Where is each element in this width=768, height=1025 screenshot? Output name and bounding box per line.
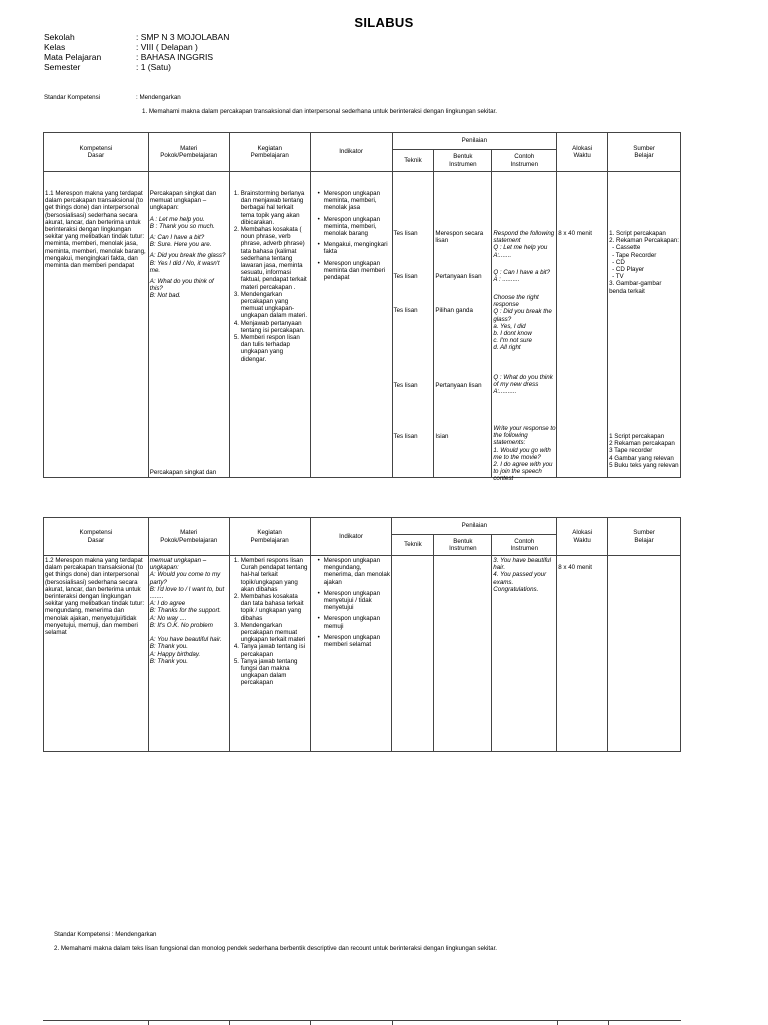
header-alokasi: Alokasi Waktu xyxy=(557,518,608,556)
header-kegiatan: Kegiatan Pembelajaran xyxy=(229,133,310,172)
teknik-item: Tes lisan xyxy=(393,307,418,314)
header-sumber: Sumber Belajar xyxy=(608,133,681,172)
contoh-item: Respond the following statement Q : Let me help you A:....... xyxy=(493,230,555,259)
sumber-item: - Cassette xyxy=(612,244,641,252)
kd-cell xyxy=(44,172,149,478)
col-divider xyxy=(392,1021,393,1025)
contoh-text: 3. You have beautiful hair. 4. You passed your exams. Congratulations. xyxy=(493,557,551,593)
syllabus-table-1 xyxy=(43,132,681,483)
contoh-item: Write your response to the following statements: 1. Would you go with me to the movie? 2. I do agree with you to join the speech contest xyxy=(493,425,556,483)
materi-intro: Percakapan singkat dan memuat ungkapan – ungkapan: xyxy=(149,190,217,212)
col-divider xyxy=(608,1021,609,1025)
header-sumber: Sumber Belajar xyxy=(608,518,681,556)
materi-item: A: Did you break the glass? B: Yes I did / No, it wasn't me. xyxy=(149,252,226,274)
bentuk-item: Isian xyxy=(435,433,449,440)
meta-label: Semester xyxy=(44,62,81,72)
teknik-item: Tes lisan xyxy=(393,382,418,389)
kd-text: 1.1 Merespon makna yang terdapat dalam percakapan transaksional (to get things done) dan interpersonal (bersosialisasi) sederhana secara akurat, lancar, dan berterima untuk berinteraksi dengan lingkungan sekitar yang melibatkan tindak tutur: meminta, memberi, menolak jasa, meminta, memberi, menolak barang, mengakui, mengingkari fakta, dan meminta dan memberi pendapat xyxy=(45,190,146,270)
sumber-item: - CD xyxy=(612,258,625,266)
col-divider xyxy=(229,1021,230,1025)
meta-value: : BAHASA INGGRIS xyxy=(136,52,213,62)
teknik-item: Tes lisan xyxy=(393,433,418,440)
contoh-cell xyxy=(492,556,557,752)
kegiatan-item: 3. Mendengarkan percakapan yang memuat ungkapan-ungkapan dalam materi. xyxy=(241,291,309,320)
sumber-item: - TV xyxy=(612,273,624,281)
indikator-item: • Merespon ungkapan memuji xyxy=(324,615,391,629)
teknik-item: Tes lisan xyxy=(393,273,418,280)
col-divider xyxy=(557,1021,558,1025)
materi-text: memuat ungkapan – ungkapan: A: Would you come to my party? B: I'd love to / I want to, but ........ A: I do agree B: Thanks for the support. A: No way .... B: It's O.K. No problem A: You have beautiful hair. B: Thank you. A: Happy birthday. B: Thank you. xyxy=(149,557,225,665)
indikator-item: • Merespon ungkapan memberi selamat xyxy=(324,634,391,648)
kegiatan-item: 5. Memberi respon lisan dan tulis terhadap ungkapan yang didengar. xyxy=(241,334,309,363)
alokasi-cell xyxy=(557,172,608,478)
meta-label: Kelas xyxy=(44,42,66,52)
meta-labels xyxy=(44,32,101,72)
header-penilaian: Penilaian xyxy=(392,518,557,535)
kegiatan-item: 3. Mendengarkan percakapan memuat ungkapan terkait materi xyxy=(241,622,309,644)
kd-text: 1.2 Merespon makna yang terdapat dalam percakapan transaksional (to get things done) dan interpersonal (bersosialisasi) sederhana secara akurat, lancar, dan berterima untuk berinteraksi dengan lingkungan sekitar yang melibatkan tindak tutur: mengundang, menerima dan menolak ajakan, menyetujui/tidak menyetujui, memuji, dan memberi selamat xyxy=(45,557,145,637)
standar2-label: Standar Kompetensi : Mendengarkan xyxy=(54,931,157,938)
header-bentuk: Bentuk Instrumen xyxy=(434,535,492,556)
kegiatan-item: 4. Menjawab pertanyaan tentang isi percakapan. xyxy=(241,320,309,334)
sumber-list-2 xyxy=(609,433,680,469)
materi-cell xyxy=(148,172,229,478)
page-title: SILABUS xyxy=(354,15,414,30)
indikator-item: • Merespon ungkapan menyetujui / tidak menyetujui xyxy=(324,590,391,612)
header-teknik: Teknik xyxy=(392,150,434,172)
next-table-edge xyxy=(43,1020,681,1025)
kegiatan-cell xyxy=(229,172,310,478)
header-alokasi: Alokasi Waktu xyxy=(557,133,608,172)
sumber-item: 1 Script percakapan xyxy=(609,433,665,440)
kegiatan-item: 1. Memberi respons lisan Curah pendapat tentang hal-hal terkait topik/ungkapan yang akan dibahas xyxy=(241,557,309,593)
col-divider xyxy=(148,1021,149,1025)
meta-label: Sekolah xyxy=(44,32,75,42)
header-contoh: Contoh Instrumen xyxy=(492,535,557,556)
sumber-cell xyxy=(608,556,681,752)
contoh-item: Choose the right response Q : Did you break the glass? a. Yes, I did b. I dont know c. I'm not sure d. All right xyxy=(493,294,552,352)
header-kegiatan: Kegiatan Pembelajaran xyxy=(229,518,310,556)
header-kd: Kompetensi Dasar xyxy=(44,133,149,172)
col-divider xyxy=(310,1021,311,1025)
sumber-item: - CD Player xyxy=(612,266,645,274)
kegiatan-cell xyxy=(229,556,310,752)
kegiatan-item: 5. Tanya jawab tentang fungsi dan makna ungkapan dalam percakapan xyxy=(241,658,309,687)
kegiatan-item: 2. Membahas kosakata ( noun phrase, verb phrase, adverb phrase) tata bahasa (kalimat sederhana tentang lawaran jasa, meminta sesuatu, informasi faktual, pendapat terkait materi percakapan . xyxy=(241,226,309,291)
alokasi-cell xyxy=(557,556,608,752)
standar2-desc: 2. Memahami makna dalam teks lisan fungsional dan monolog pendek sederhana berbentik descriptive dan recount untuk berinteraksi dengan lingkungan sekitar. xyxy=(54,945,498,952)
teknik-cell xyxy=(392,172,434,478)
sumber-item: 1. Script percakapan xyxy=(609,230,666,237)
kegiatan-item: 2. Membahas kosakata dan tata bahasa terkait topik / ungkapan yang dibahas xyxy=(241,593,309,622)
teknik-item: Tes lisan xyxy=(393,230,418,237)
header-kd: Kompetensi Dasar xyxy=(44,518,149,556)
indikator-cell xyxy=(310,172,392,478)
bentuk-cell xyxy=(434,556,492,752)
contoh-cell xyxy=(492,172,557,483)
bentuk-item: Pertanyaan lisan xyxy=(435,382,482,389)
bentuk-item: Merespon secara lisan xyxy=(435,230,484,245)
header-materi: Materi Pokok/Pembelajaran xyxy=(148,518,229,556)
meta-label: Mata Pelajaran xyxy=(44,52,102,62)
header-bentuk: Bentuk Instrumen xyxy=(434,150,492,172)
standar-desc: 1. Memahami makna dalam percakapan transaksional dan interpersonal sederhana untuk berinteraksi dengan lingkungan sekitar. xyxy=(142,108,497,115)
indikator-item: • Merespon ungkapan meminta, memberi, menolak barang xyxy=(324,216,391,238)
sumber-item: 5 Buku teks yang relevan xyxy=(609,461,679,469)
alokasi-text: 8 x 40 menit xyxy=(558,564,592,571)
standar-label: Standar Kompetensi xyxy=(44,94,101,101)
teknik-cell xyxy=(392,556,434,752)
contoh-item: Q : What do you think of my new dress A:.......... xyxy=(493,374,553,396)
sumber-item: 2. Rekaman Percakapan: xyxy=(609,237,679,245)
meta-value: : VIII ( Delapan ) xyxy=(136,42,198,52)
sumber-item: - Tape Recorder xyxy=(612,251,657,259)
materi-cell xyxy=(148,556,229,752)
contoh-item: Q : Can I have a bit? A : .......... xyxy=(493,269,551,284)
standar-value: : Mendengarkan xyxy=(136,94,181,101)
bentuk-cell xyxy=(434,172,492,478)
indikator-cell xyxy=(310,556,392,752)
header-penilaian: Penilaian xyxy=(392,133,557,150)
materi-item: A: Can I have a bit? B: Sure. Here you are. xyxy=(149,234,212,249)
kegiatan-item: 1. Brainstorming berlanya dan menjawab tentang berbagai hal terkait tema topik yang akan dibicarakan. xyxy=(241,190,309,226)
sumber-list-1 xyxy=(609,230,680,295)
sumber-item: 3. Gambar-gambar benda terkait xyxy=(609,280,662,295)
materi-item: A: What do you think of this? B: Not bad. xyxy=(149,278,214,300)
kd-cell xyxy=(44,556,149,752)
materi-foot: Percakapan singkat dan xyxy=(149,468,217,476)
bentuk-item: Pertanyaan lisan xyxy=(435,273,482,280)
meta-value: : 1 (Satu) xyxy=(136,62,171,72)
sumber-item: 4 Gambar yang relevan xyxy=(609,454,674,462)
alokasi-text: 8 x 40 menit xyxy=(558,230,592,237)
indikator-item: • Merespon ungkapan meminta, memberi, menolak jasa xyxy=(324,190,391,212)
sumber-cell xyxy=(608,172,681,478)
header-materi: Materi Pokok/Pembelajaran xyxy=(148,133,229,172)
syllabus-table-2 xyxy=(43,517,681,752)
materi-item: A : Let me help you. B : Thank you so much. xyxy=(149,215,215,230)
indikator-item: • Merespon ungkapan meminta dan memberi pendapat xyxy=(324,260,391,282)
header-indikator: Indikator xyxy=(310,518,392,556)
kegiatan-item: 4. Tanya jawab tentang isi percakapan xyxy=(241,643,309,657)
meta-values xyxy=(136,32,229,72)
meta-value: : SMP N 3 MOJOLABAN xyxy=(136,32,230,42)
header-contoh: Contoh Instrumen xyxy=(492,150,557,172)
header-indikator: Indikator xyxy=(310,133,392,172)
header-teknik: Teknik xyxy=(392,535,434,556)
indikator-item: • Merespon ungkapan mengundang, menerima, dan menolak ajakan xyxy=(324,557,391,586)
indikator-item: • Mengakui, mengingkari fakta xyxy=(324,241,391,255)
bentuk-item: Pilihan ganda xyxy=(435,307,473,314)
sumber-item: 3 Tape recorder xyxy=(609,447,653,455)
sumber-item: 2 Rekaman percakapan xyxy=(609,440,675,448)
